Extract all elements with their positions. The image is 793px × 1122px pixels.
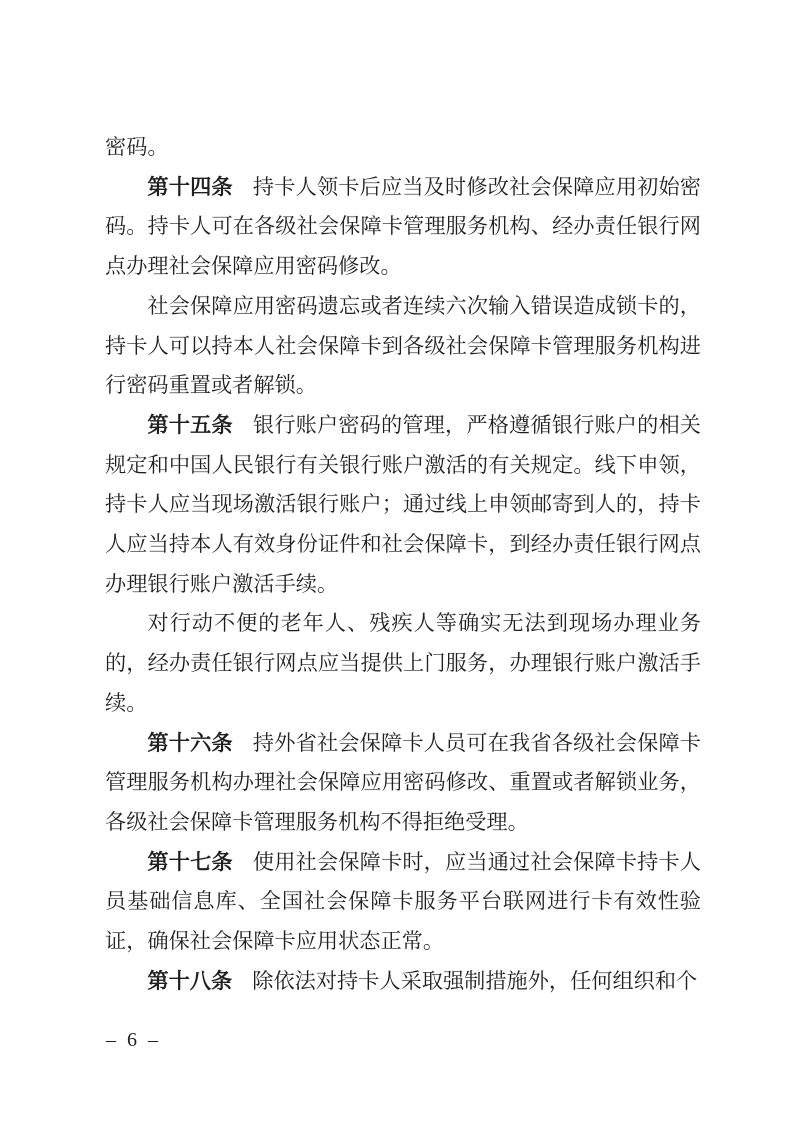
paragraph-text: 银行账户密码的管理，严格遵循银行账户的相关规定和中国人民银行有关银行账户激活的有关规定。线下申领，持卡人应当现场激活银行账户；通过线上申领邮寄到人的，持卡人应当持本人有效身份证件和社会保障卡，到经办责任银行网点办理银行账户激活手续。 bbox=[105, 412, 701, 596]
article-number: 第十五条 bbox=[147, 412, 233, 437]
paragraph bbox=[105, 287, 701, 406]
paragraph-text: 使用社会保障卡时，应当通过社会保障卡持卡人员基础信息库、全国社会保障卡服务平台联网进行卡有效性验证，确保社会保障卡应用状态正常。 bbox=[105, 849, 701, 954]
paragraph bbox=[105, 406, 701, 605]
page-number: – 6 – bbox=[106, 1029, 161, 1051]
paragraph-text: 密码。 bbox=[105, 135, 169, 159]
article-number: 第十四条 bbox=[147, 174, 233, 199]
paragraph bbox=[105, 604, 701, 723]
paragraph-text: 持外省社会保障卡人员可在我省各级社会保障卡管理服务机构办理社会保障应用密码修改、重置或者解锁业务，各级社会保障卡管理服务机构不得拒绝受理。 bbox=[105, 730, 701, 834]
paragraph bbox=[105, 128, 701, 168]
article-number: 第十八条 bbox=[147, 968, 233, 993]
article-number: 第十六条 bbox=[147, 730, 233, 755]
document-body bbox=[105, 128, 701, 1001]
paragraph bbox=[105, 843, 701, 962]
paragraph-text: 社会保障应用密码遗忘或者连续六次输入错误造成锁卡的，持卡人可以持本人社会保障卡到各级社会保障卡管理服务机构进行密码重置或者解锁。 bbox=[105, 293, 701, 398]
paragraph-text: 持卡人领卡后应当及时修改社会保障应用初始密码。持卡人可在各级社会保障卡管理服务机构、经办责任银行网点办理社会保障应用密码修改。 bbox=[105, 174, 701, 279]
paragraph bbox=[105, 724, 701, 843]
paragraph bbox=[105, 962, 701, 1002]
article-number: 第十七条 bbox=[147, 849, 233, 874]
paragraph bbox=[105, 168, 701, 287]
paragraph-text: 对行动不便的老年人、残疾人等确实无法到现场办理业务的，经办责任银行网点应当提供上门服务，办理银行账户激活手续。 bbox=[105, 611, 701, 715]
paragraph-text: 除依法对持卡人采取强制措施外，任何组织和个 bbox=[252, 968, 698, 993]
